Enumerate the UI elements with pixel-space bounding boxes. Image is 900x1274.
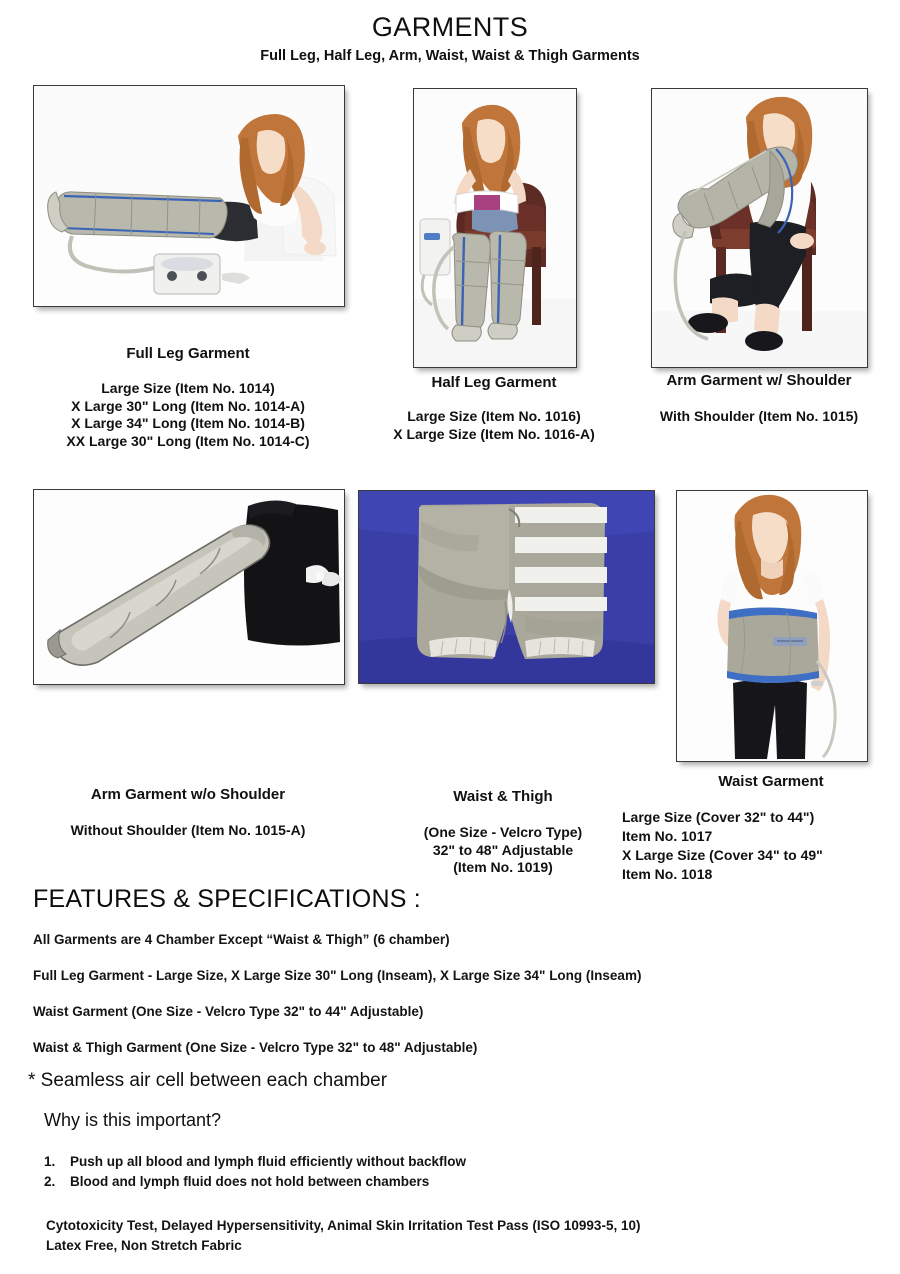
- detail-line: X Large 30" Long (Item No. 1014-A): [71, 397, 305, 414]
- why-important-list: [44, 1152, 466, 1192]
- spec-line-waist: Waist Garment (One Size - Velcro Type 32" to 44" Adjustable): [33, 1004, 424, 1019]
- arm-with-shoulder-illustration: [652, 89, 867, 367]
- product-photo-waist: [676, 490, 868, 762]
- list-item: [44, 1172, 466, 1192]
- waist-illustration: [677, 491, 867, 761]
- caption-title-arm-with-shoulder: Arm Garment w/ Shoulder: [666, 372, 852, 389]
- detail-line: (One Size - Velcro Type): [423, 824, 583, 840]
- caption-title-waist-and-thigh: Waist & Thigh: [453, 788, 553, 805]
- product-photo-full-leg: [33, 85, 345, 307]
- caption-title-arm-without-shoulder: Arm Garment w/o Shoulder: [90, 786, 286, 803]
- detail-line: (Item No. 1019): [453, 859, 553, 875]
- product-photo-half-leg: [413, 88, 577, 368]
- caption-title-waist: Waist Garment: [718, 773, 824, 790]
- page-subtitle: Full Leg, Half Leg, Arm, Waist, Waist & Thigh Garments: [260, 48, 640, 64]
- detail-line: Large Size (Item No. 1016): [407, 408, 581, 424]
- detail-line: Without Shoulder (Item No. 1015-A): [70, 822, 306, 838]
- caption-details-arm-with-shoulder: [638, 408, 880, 426]
- arm-without-shoulder-illustration: [34, 490, 344, 684]
- caption-details-half-leg: [358, 408, 630, 443]
- caption-details-full-leg: [13, 380, 363, 450]
- list-item-text: Blood and lymph fluid does not hold between chambers: [70, 1174, 430, 1189]
- footer-line-fabric: Latex Free, Non Stretch Fabric: [46, 1238, 242, 1253]
- features-heading: FEATURES & SPECIFICATIONS :: [33, 885, 421, 913]
- spec-line-waist-thigh: Waist & Thigh Garment (One Size - Velcro Type 32" to 48" Adjustable): [33, 1040, 478, 1055]
- caption-details-arm-without-shoulder: [18, 822, 358, 840]
- detail-line: X Large Size (Cover 34" to 49": [622, 847, 823, 863]
- list-item-number: 2.: [44, 1174, 56, 1189]
- detail-line: X Large Size (Item No. 1016-A): [393, 425, 595, 442]
- footer-line-testing: Cytotoxicity Test, Delayed Hypersensitivity, Animal Skin Irritation Test Pass (ISO 10993-5, 10): [46, 1218, 641, 1233]
- detail-line: Large Size (Cover 32" to 44"): [622, 809, 815, 825]
- half-leg-illustration: [414, 89, 576, 367]
- caption-details-waist: [622, 808, 900, 884]
- detail-line: 32" to 48" Adjustable: [432, 841, 574, 858]
- caption-title-half-leg: Half Leg Garment: [431, 374, 557, 391]
- product-photo-arm-without-shoulder: [33, 489, 345, 685]
- list-item-text: Push up all blood and lymph fluid efficiently without backflow: [70, 1154, 467, 1169]
- product-photo-arm-with-shoulder: [651, 88, 868, 368]
- detail-line: XX Large 30" Long (Item No. 1014-C): [66, 432, 310, 449]
- full-leg-illustration: [34, 86, 344, 306]
- detail-line: Item No. 1018: [622, 866, 713, 882]
- waist-and-thigh-illustration: [359, 491, 654, 683]
- seamless-air-cell-note: * Seamless air cell between each chamber: [28, 1070, 388, 1091]
- why-important-heading: Why is this important?: [44, 1110, 222, 1130]
- spec-line-full-leg: Full Leg Garment - Large Size, X Large Size 30" Long (Inseam), X Large Size 34" Long (Inseam): [33, 968, 642, 983]
- detail-line: Item No. 1017: [622, 828, 713, 844]
- detail-line: X Large 34" Long (Item No. 1014-B): [71, 415, 305, 431]
- list-item: [44, 1152, 466, 1172]
- caption-title-full-leg: Full Leg Garment: [126, 345, 250, 362]
- caption-details-waist-and-thigh: [368, 824, 638, 877]
- list-item-number: 1.: [44, 1154, 56, 1169]
- detail-line: With Shoulder (Item No. 1015): [659, 408, 859, 424]
- product-photo-waist-and-thigh: [358, 490, 655, 684]
- page-title: GARMENTS: [371, 12, 529, 42]
- spec-line-chambers: All Garments are 4 Chamber Except “Waist & Thigh” (6 chamber): [33, 932, 450, 947]
- detail-line: Large Size (Item No. 1014): [101, 380, 275, 396]
